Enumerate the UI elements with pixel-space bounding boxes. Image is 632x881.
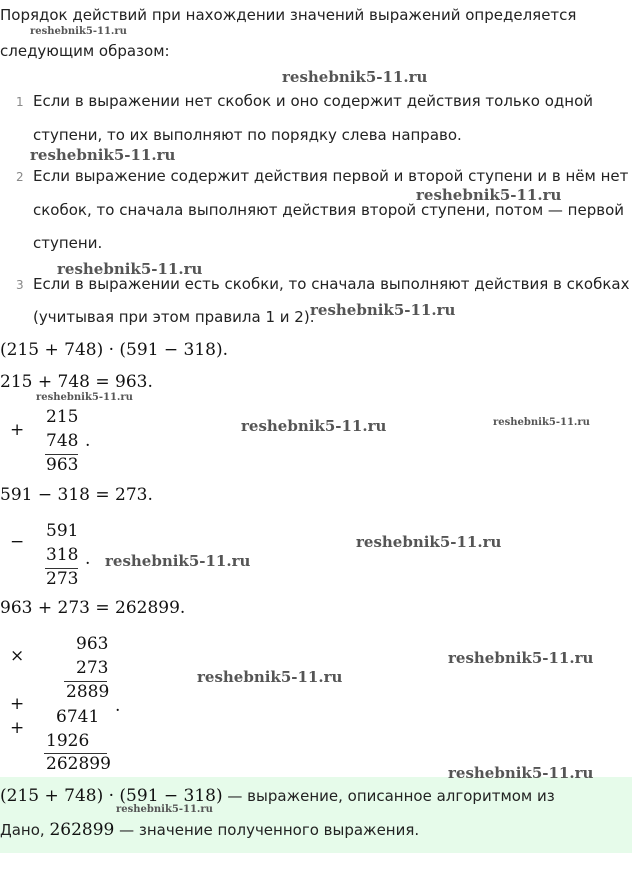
watermark: reshebnik5-11.ru: [57, 260, 203, 278]
minuend: 591: [46, 521, 79, 541]
rule-number: 1: [16, 95, 24, 109]
watermark: reshebnik5-11.ru: [448, 764, 594, 782]
product-result: 262899: [46, 754, 111, 774]
rule-text: ступени, то их выполняют по порядку слева направо.: [33, 126, 462, 144]
expression: (215 + 748) · (591 − 318).: [0, 340, 229, 360]
answer-text: — выражение, описанное алгоритмом из: [222, 787, 555, 805]
step-subtraction: 591 − 318 = 273.: [0, 485, 153, 505]
watermark: reshebnik5-11.ru: [356, 533, 502, 551]
watermark: reshebnik5-11.ru: [241, 417, 387, 435]
answer-value: 262899: [49, 820, 115, 840]
watermark: reshebnik5-11.ru: [416, 186, 562, 204]
dot: .: [85, 549, 91, 569]
addend-bottom: 748: [46, 431, 79, 451]
watermark: reshebnik5-11.ru: [282, 68, 428, 86]
plus-sign: +: [10, 718, 25, 738]
addend-top: 215: [46, 407, 79, 427]
subtrahend: 318: [46, 545, 79, 565]
plus-sign: +: [10, 694, 25, 714]
answer-text: — значение полученного выражения.: [114, 821, 420, 839]
watermark: reshebnik5-11.ru: [30, 26, 127, 37]
answer-line-1: [0, 786, 555, 806]
rule-text: Если в выражении есть скобки, то сначала выполняют действия в скобках: [33, 275, 630, 293]
watermark: reshebnik5-11.ru: [105, 552, 251, 570]
partial-product-1: 2889: [66, 682, 110, 702]
answer-expression: (215 + 748) · (591 − 318): [0, 786, 223, 806]
times-sign: ×: [10, 646, 25, 666]
partial-product-3: 1926: [46, 731, 90, 751]
watermark: reshebnik5-11.ru: [310, 301, 456, 319]
rule-number: 3: [16, 278, 24, 292]
plus-sign: +: [10, 420, 25, 440]
intro-line-1: Порядок действий при нахождении значений выражений определяется: [0, 6, 577, 24]
rule-text: скобок, то сначала выполняют действия второй ступени, потом — первой: [33, 201, 625, 219]
watermark: reshebnik5-11.ru: [30, 146, 176, 164]
multiplicand: 963: [76, 634, 109, 654]
rule-text: Если выражение содержит действия первой и второй ступени и в нём нет: [33, 167, 629, 185]
rule-number: 2: [16, 170, 24, 184]
watermark: reshebnik5-11.ru: [493, 417, 590, 428]
watermark: reshebnik5-11.ru: [116, 804, 213, 815]
answer-line-2: [0, 820, 419, 840]
difference-result: 273: [46, 569, 79, 589]
step-multiplication: 963 + 273 = 262899.: [0, 598, 186, 618]
rule-text: ступени.: [33, 234, 103, 252]
rule-text: Если в выражении нет скобок и оно содержит действия только одной: [33, 92, 594, 110]
sum-result: 963: [46, 455, 79, 475]
intro-line-2: следующим образом:: [0, 42, 170, 60]
step-addition: 215 + 748 = 963.: [0, 372, 153, 392]
watermark: reshebnik5-11.ru: [197, 668, 343, 686]
watermark: reshebnik5-11.ru: [36, 392, 133, 403]
partial-product-2: 6741: [56, 707, 100, 727]
minus-sign: −: [10, 532, 25, 552]
answer-prefix: Дано,: [0, 821, 50, 839]
watermark: reshebnik5-11.ru: [448, 649, 594, 667]
multiplier: 273: [76, 658, 109, 678]
dot: .: [85, 431, 91, 451]
dot: .: [115, 696, 121, 716]
rule-text: (учитывая при этом правила 1 и 2).: [33, 308, 315, 326]
